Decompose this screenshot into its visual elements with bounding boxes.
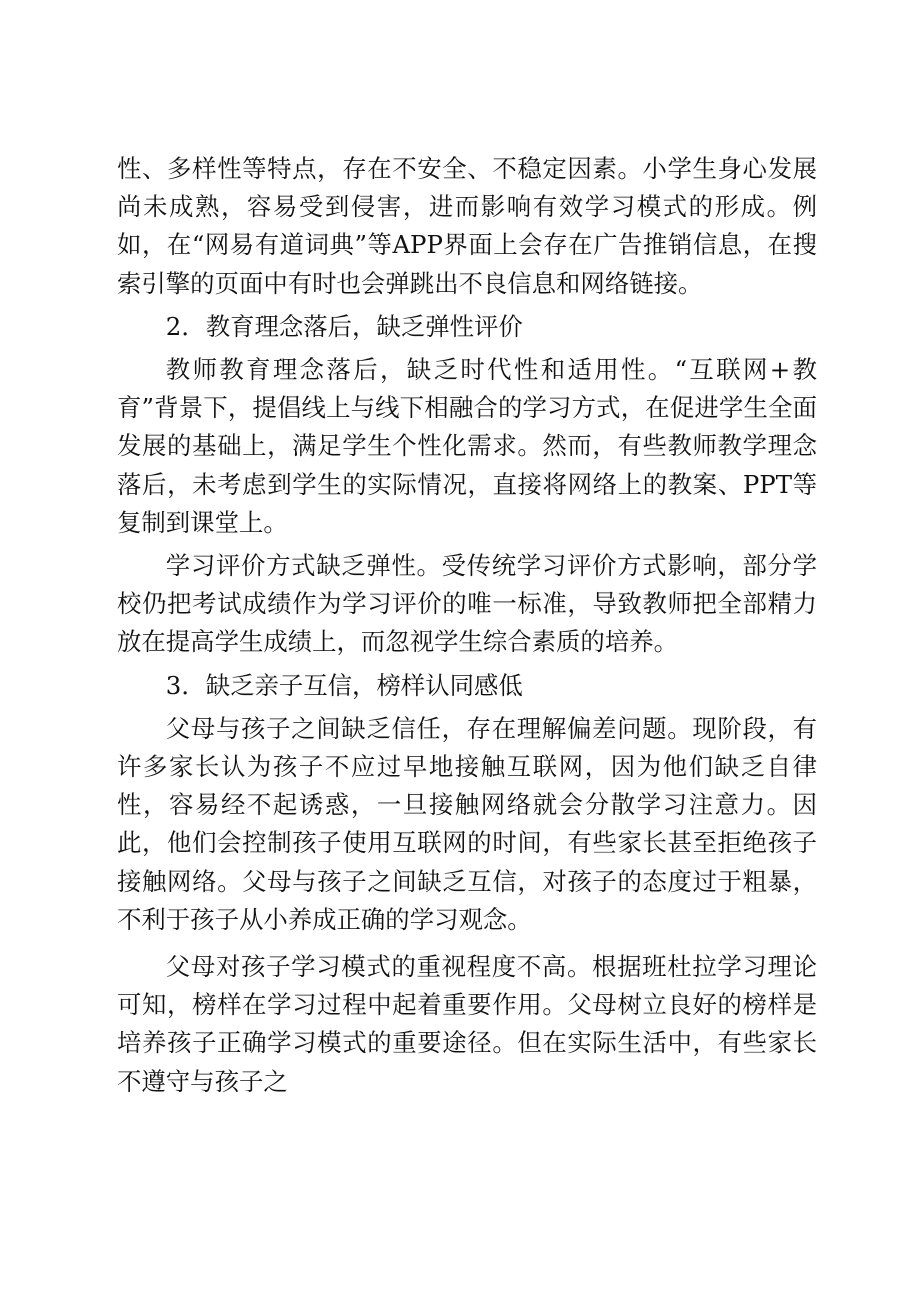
section-heading-2: 2．教育理念落后，缺乏弹性评价 (165, 311, 523, 341)
paragraph-teacher-concept: 教师教育理念落后，缺乏时代性和适用性。“互联网+教育”背景下，提倡线上与线下相融合的学习方式，在促进学生全面发展的基础上，满足学生个性化需求。然而，有些教师教学理念落后，未考虑到学生的实际情况，直接将网络上的教案、PPT等复制到课堂上。 (117, 355, 817, 537)
paragraph-continued: 性、多样性等特点，存在不安全、不稳定因素。小学生身心发展尚未成熟，容易受到侵害，进而影响有效学习模式的形成。例如，在“网易有道词典”等APP界面上会存在广告推销信息，在搜索引擎的页面中有时也会弹跳出不良信息和网络链接。 (117, 154, 817, 298)
paragraph-role-model: 父母对孩子学习模式的重视程度不高。根据班杜拉学习理论可知，榜样在学习过程中起着重要作用。父母树立良好的榜样是培养孩子正确学习模式的重要途径。但在实际生活中，有些家长不遵守与孩子之 (117, 952, 817, 1096)
section-heading-3: 3．缺乏亲子互信，榜样认同感低 (165, 670, 523, 700)
document-body (117, 150, 817, 1101)
paragraph-parent-trust: 父母与孩子之间缺乏信任，存在理解偏差问题。现阶段，有许多家长认为孩子不应过早地接触互联网，因为他们缺乏自律性，容易经不起诱惑，一旦接触网络就会分散学习注意力。因此，他们会控制孩子使用互联网的时间，有些家长甚至拒绝孩子接触网络。父母与孩子之间缺乏互信，对孩子的态度过于粗暴，不利于孩子从小养成正确的学习观念。 (117, 713, 817, 934)
paragraph-evaluation: 学习评价方式缺乏弹性。受传统学习评价方式影响，部分学校仍把考试成绩作为学习评价的唯一标准，导致教师把全部精力放在提高学生成绩上，而忽视学生综合素质的培养。 (117, 551, 817, 657)
